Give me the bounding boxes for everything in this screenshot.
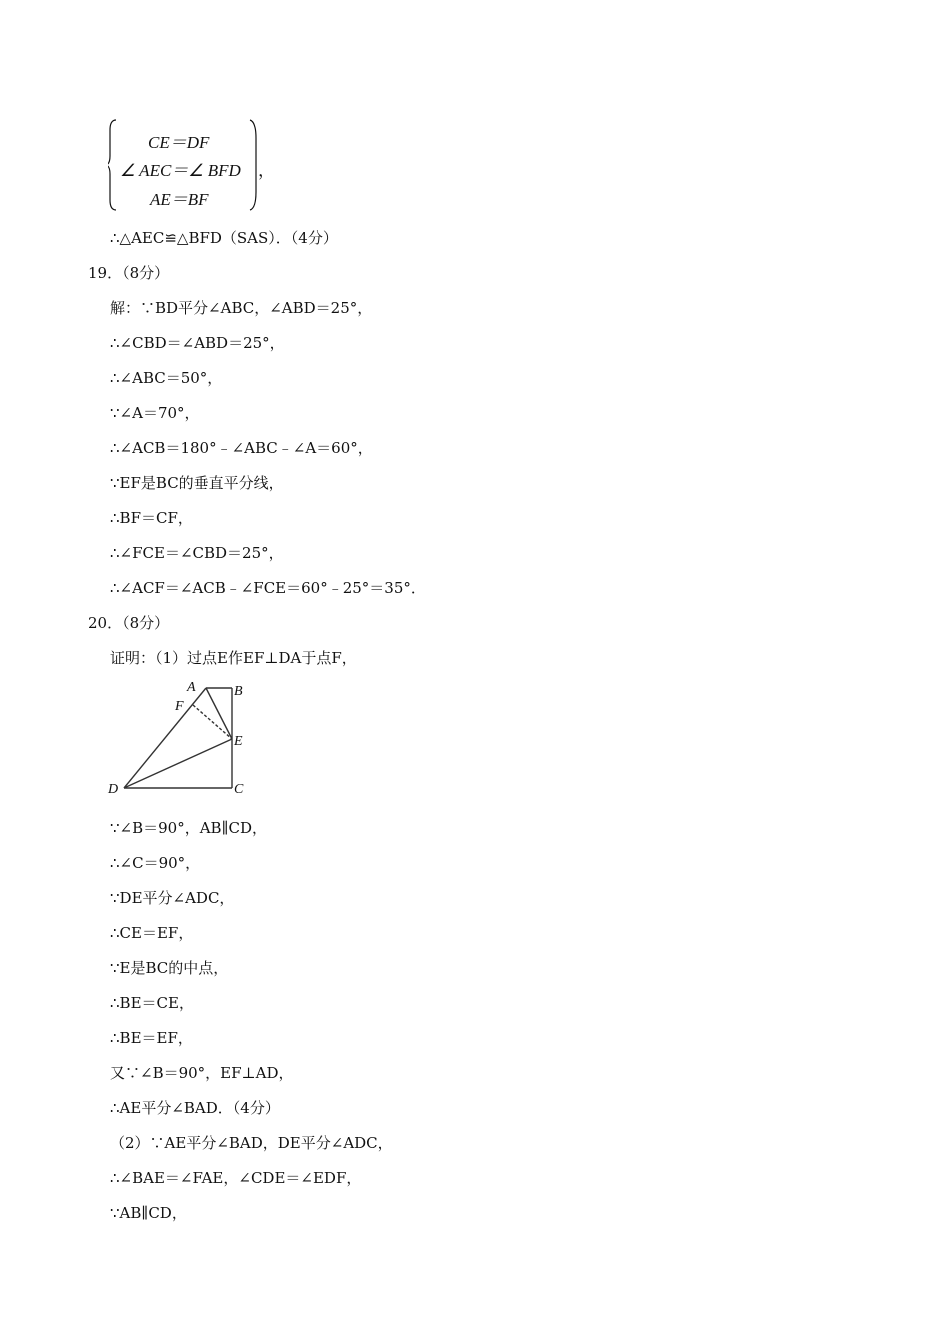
segment-da xyxy=(124,688,206,788)
text-line: 又∵∠B＝90°，EF⊥AD， xyxy=(110,1064,294,1082)
label-e: E xyxy=(234,734,243,749)
text-line: ∴BE＝CE， xyxy=(110,994,194,1012)
text-line: ∵AB∥CD， xyxy=(110,1204,187,1222)
text-line: （2）∵AE平分∠BAD，DE平分∠ADC， xyxy=(110,1134,393,1152)
label-b: B xyxy=(234,684,243,699)
text-line: ∵∠A＝70°， xyxy=(110,404,200,422)
text-line: ∴∠BAE＝∠FAE，∠CDE＝∠EDF， xyxy=(110,1169,362,1187)
text-line: 证明：（1）过点E作EF⊥DA于点F， xyxy=(110,649,357,667)
text-line: ∵E是BC的中点， xyxy=(110,959,229,977)
question-19-header: 19．（8分） xyxy=(88,264,170,282)
text-line: ∴∠ABC＝50°， xyxy=(110,369,223,387)
label-d: D xyxy=(108,782,119,797)
segment-ae xyxy=(206,688,232,739)
text-line: ∴∠ACB＝180°﹣∠ABC﹣∠A＝60°， xyxy=(110,439,373,457)
text-line: ∴∠CBD＝∠ABD＝25°， xyxy=(110,334,285,352)
system-row-1: CE＝DF xyxy=(148,133,210,152)
text-line: 解：∵BD平分∠ABC，∠ABD＝25°， xyxy=(110,299,373,317)
text-line: ∴∠FCE＝∠CBD＝25°， xyxy=(110,544,284,562)
segment-de xyxy=(124,739,232,788)
text-line: ∴BE＝EF， xyxy=(110,1029,193,1047)
system-suffix: ， xyxy=(258,161,275,180)
equation-system xyxy=(108,118,275,212)
text-line: ∴△AEC≌△BFD（SAS）．（4分） xyxy=(110,229,338,247)
text-line: ∴∠ACF＝∠ACB﹣∠FCE＝60°﹣25°＝35°． xyxy=(110,579,426,597)
text-line: ∴∠C＝90°， xyxy=(110,854,201,872)
text-line: ∵∠B＝90°，AB∥CD， xyxy=(110,819,268,837)
text-line: ∵EF是BC的垂直平分线， xyxy=(110,474,284,492)
question-20-header: 20．（8分） xyxy=(88,614,170,632)
label-c: C xyxy=(234,782,244,797)
label-a: A xyxy=(187,680,196,695)
text-line: ∴AE平分∠BAD．（4分） xyxy=(110,1099,280,1117)
system-row-2: ∠ AEC＝∠ BFD xyxy=(120,161,241,180)
text-line: ∴BF＝CF， xyxy=(110,509,193,527)
text-line: ∴CE＝EF， xyxy=(110,924,194,942)
segment-ef-dashed xyxy=(193,705,232,739)
label-f: F xyxy=(175,699,184,714)
geometry-figure xyxy=(100,676,260,801)
system-row-3: AE＝BF xyxy=(150,190,209,209)
text-line: ∵DE平分∠ADC， xyxy=(110,889,235,907)
